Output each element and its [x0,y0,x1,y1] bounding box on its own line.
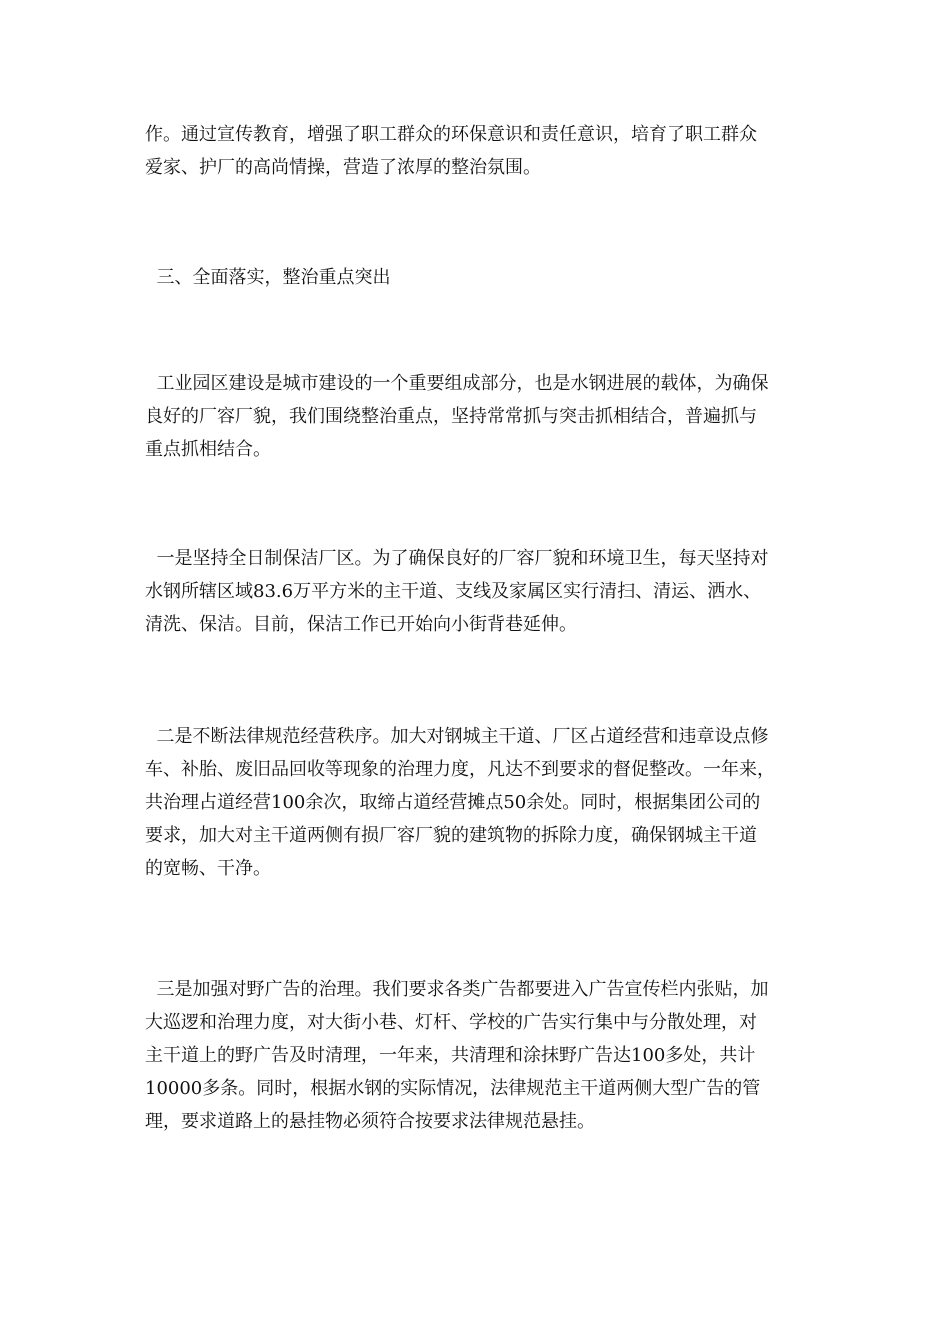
heading-line: 三、全面落实，整治重点突出 [145,267,391,288]
text-line: 工业园区建设是城市建设的一个重要组成部分，也是水钢进展的载体，为确保 [145,373,769,394]
section-heading [145,261,805,294]
text-line: 的宽畅、干净。 [145,858,271,879]
text-line: 主干道上的野广告及时清理，一年来，共清理和涂抹野广告达100多处，共计 [145,1045,756,1066]
text-line: 理，要求道路上的悬挂物必须符合按要求法律规范悬挂。 [145,1111,595,1132]
text-line: 清洗、保洁。目前，保洁工作已开始向小街背巷延伸。 [145,614,577,635]
text-line: 良好的厂容厂貌，我们围绕整治重点，坚持常常抓与突击抓相结合，普遍抓与 [145,406,757,427]
text-line: 要求，加大对主干道两侧有损厂容厂貌的建筑物的拆除力度，确保钢城主干道 [145,825,757,846]
paragraph-cleaning [145,542,805,641]
text-line: 10000多条。同时，根据水钢的实际情况，法律规范主干道两侧大型广告的管 [145,1078,761,1099]
text-line: 爱家、护厂的高尚情操，营造了浓厚的整治氛围。 [145,157,541,178]
text-line: 三是加强对野广告的治理。我们要求各类广告都要进入广告宣传栏内张贴，加 [145,979,769,1000]
paragraph-business-order [145,720,805,885]
text-line: 重点抓相结合。 [145,439,271,460]
text-line: 二是不断法律规范经营秩序。加大对钢城主干道、厂区占道经营和违章设点修 [145,726,769,747]
paragraph-illegal-ads [145,973,805,1138]
text-line: 水钢所辖区域83.6万平方米的主干道、支线及家属区实行清扫、清运、洒水、 [145,581,762,602]
text-line: 一是坚持全日制保洁厂区。为了确保良好的厂容厂貌和环境卫生，每天坚持对 [145,548,769,569]
text-line: 作。通过宣传教育，增强了职工群众的环保意识和责任意识，培育了职工群众 [145,124,757,145]
text-line: 共治理占道经营100余次，取缔占道经营摊点50余处。同时，根据集团公司的 [145,792,761,813]
paragraph-industrial-park [145,367,805,466]
text-line: 车、补胎、废旧品回收等现象的治理力度，凡达不到要求的督促整改。一年来， [145,759,775,780]
paragraph-intro-continuation [145,118,805,184]
text-line: 大巡逻和治理力度，对大街小巷、灯杆、学校的广告实行集中与分散处理，对 [145,1012,757,1033]
